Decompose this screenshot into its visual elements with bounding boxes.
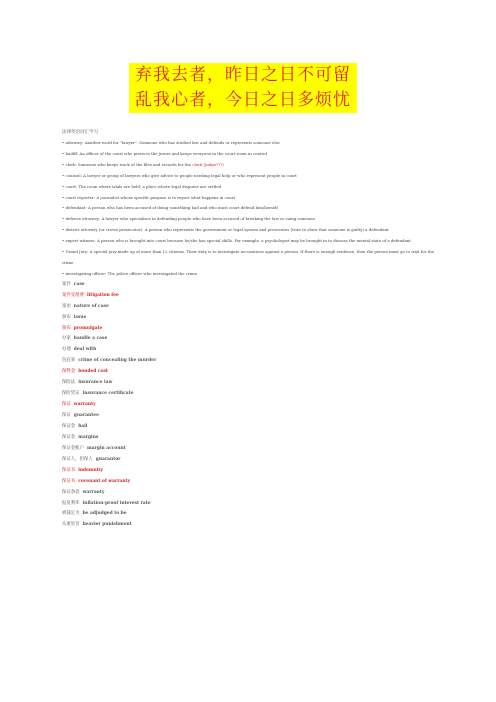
vocabulary-item bbox=[62, 433, 442, 444]
vocabulary-english: covenant of warranty bbox=[78, 478, 131, 484]
definition-court-reporter: • court reporter: A journalist whose specific purpose is to report what happens in court bbox=[62, 194, 236, 200]
vocabulary-item bbox=[62, 334, 442, 345]
banner-line-2: 乱我心者，今日之日多烦忧 bbox=[135, 90, 351, 110]
vocabulary-english: warranty bbox=[73, 402, 96, 408]
vocabulary-chinese: 保证金帐户 bbox=[62, 445, 84, 451]
vocabulary-item bbox=[62, 356, 442, 367]
vocabulary-item bbox=[62, 345, 442, 356]
definition-counsel: • counsel: A lawyer or group of lawyers who give advice to people needing legal help or who represent people in court bbox=[62, 172, 297, 178]
vocabulary-item bbox=[62, 291, 442, 302]
vocabulary-english: bonded cost bbox=[78, 369, 108, 375]
vocabulary-item bbox=[62, 378, 442, 389]
definition-court: • court: The room where trials are held; a place where legal disputes are settled bbox=[62, 183, 222, 189]
vocabulary-chinese: 颁布 bbox=[62, 314, 71, 320]
vocabulary-item bbox=[62, 280, 442, 291]
banner-line-1: 弃我去者，昨日之日不可留 bbox=[135, 65, 351, 85]
clerk-text: • clerk: Someone who keeps track of the files and records for the bbox=[62, 161, 192, 167]
vocabulary-item bbox=[62, 444, 442, 455]
vocabulary-item bbox=[62, 400, 442, 411]
vocabulary-chinese: 报复利率 bbox=[62, 500, 80, 506]
vocabulary-item bbox=[62, 324, 442, 335]
vocabulary-item bbox=[62, 422, 442, 433]
vocabulary-chinese: 办案 bbox=[62, 336, 71, 342]
vocabulary-chinese: 从重处罚 bbox=[62, 522, 80, 528]
vocabulary-chinese: 保释金 bbox=[62, 369, 76, 375]
definition-bailiff: • bailiff: An officer of the court who protects the jurors and keeps everyone in the court room in control bbox=[62, 150, 268, 156]
vocabulary-english: promulgate bbox=[73, 325, 103, 331]
vocabulary-chinese: 保证条款 bbox=[62, 489, 80, 495]
vocabulary-english: be adjudged to be bbox=[82, 511, 127, 517]
vocabulary-english: bail bbox=[78, 423, 88, 429]
definition-clerk bbox=[62, 160, 442, 171]
vocabulary-chinese: 被裁定为 bbox=[62, 511, 80, 517]
vocabulary-english: case bbox=[73, 281, 85, 287]
definition-attorney: • attorney: Another word for "lawyer". Someone who has studied law and defends or represents someone else bbox=[62, 140, 280, 145]
vocabulary-chinese: 包庇罪 bbox=[62, 358, 76, 364]
vocabulary-item bbox=[62, 488, 442, 499]
vocabulary-chinese: 办理 bbox=[62, 347, 71, 353]
vocabulary-english: insurance law bbox=[78, 380, 113, 386]
vocabulary-item bbox=[62, 313, 442, 324]
vocabulary-chinese: 保证金 bbox=[62, 423, 76, 429]
definition-district-attorney: • district attorney (or crown prosecutor): A person who represents the government or legal system and prosecutes (tries to show that someone is guilty) a defendant bbox=[62, 227, 389, 233]
vocabulary-chinese: 保证 bbox=[62, 413, 71, 419]
document-body bbox=[62, 127, 442, 531]
vocabulary-english: heavier punishment bbox=[82, 522, 132, 528]
quote-banner bbox=[129, 63, 357, 113]
vocabulary-english: insurance certificate bbox=[82, 391, 134, 397]
vocabulary-chinese: 保证人，担保人 bbox=[62, 456, 93, 462]
document-heading: 法律英语词汇学习 bbox=[62, 130, 98, 135]
vocabulary-chinese: 案由 bbox=[62, 303, 71, 309]
vocabulary-english: litigation fee bbox=[86, 292, 119, 298]
vocabulary-english: nature of case bbox=[73, 303, 109, 309]
vocabulary-item bbox=[62, 520, 442, 531]
vocabulary-item bbox=[62, 389, 442, 400]
vocabulary-chinese: 保证书 bbox=[62, 467, 76, 473]
vocabulary-english: deal with bbox=[73, 347, 97, 353]
vocabulary-item bbox=[62, 411, 442, 422]
vocabulary-english: issue bbox=[73, 314, 87, 320]
definition-grand-jury: • Grand Jury: A special jury made up of more than 12 citizens. Their duty is to investigate accusations against a person. If there is enough evidence, then the person must go to trial for the crime bbox=[62, 249, 435, 265]
definition-defence-attorney: • defence attorney: A lawyer who specializes in defending people who have been accused of breaking the law or suing someone bbox=[62, 216, 315, 222]
vocabulary-item bbox=[62, 499, 442, 510]
vocabulary-english: crime of concealing the murder bbox=[78, 358, 157, 364]
vocabulary-chinese: 保证 bbox=[62, 402, 71, 408]
vocabulary-list bbox=[62, 280, 442, 532]
vocabulary-english: handle a case bbox=[73, 336, 108, 342]
definition-expert-witness: • expert witness: A person who is brought into court because he/she has special skills. For example, a psychologist may be brought in to discuss the mental state of a defendant bbox=[62, 238, 411, 244]
vocabulary-chinese: 颁布 bbox=[62, 325, 71, 331]
vocabulary-chinese: 案件 bbox=[62, 281, 71, 287]
vocabulary-chinese: 保险法 bbox=[62, 380, 76, 386]
vocabulary-english: margin account bbox=[86, 445, 126, 451]
vocabulary-item bbox=[62, 455, 442, 466]
definition-investigating-officer: • investigating officer: The police officer who investigated the crime bbox=[62, 270, 198, 276]
clerk-highlight: clerk (judge???) bbox=[192, 161, 224, 167]
vocabulary-english: guarantee bbox=[73, 413, 99, 419]
vocabulary-chinese: 保证金 bbox=[62, 434, 76, 440]
vocabulary-chinese: 保险凭证 bbox=[62, 391, 80, 397]
vocabulary-chinese: 保证书 bbox=[62, 478, 76, 484]
vocabulary-english: warranty bbox=[82, 489, 105, 495]
vocabulary-item bbox=[62, 509, 442, 520]
vocabulary-item bbox=[62, 367, 442, 378]
vocabulary-english: inflation-proof interest rate bbox=[82, 500, 151, 506]
vocabulary-item bbox=[62, 477, 442, 488]
definition-defendant: • defendant: A person who has been accused of doing something bad and who must court defend him/herself bbox=[62, 205, 278, 211]
vocabulary-chinese: 案件受理费 bbox=[62, 292, 84, 298]
vocabulary-english: margins bbox=[78, 434, 99, 440]
vocabulary-item bbox=[62, 302, 442, 313]
vocabulary-english: indemnity bbox=[78, 467, 103, 473]
vocabulary-item bbox=[62, 466, 442, 477]
vocabulary-english: guarantor bbox=[95, 456, 121, 462]
